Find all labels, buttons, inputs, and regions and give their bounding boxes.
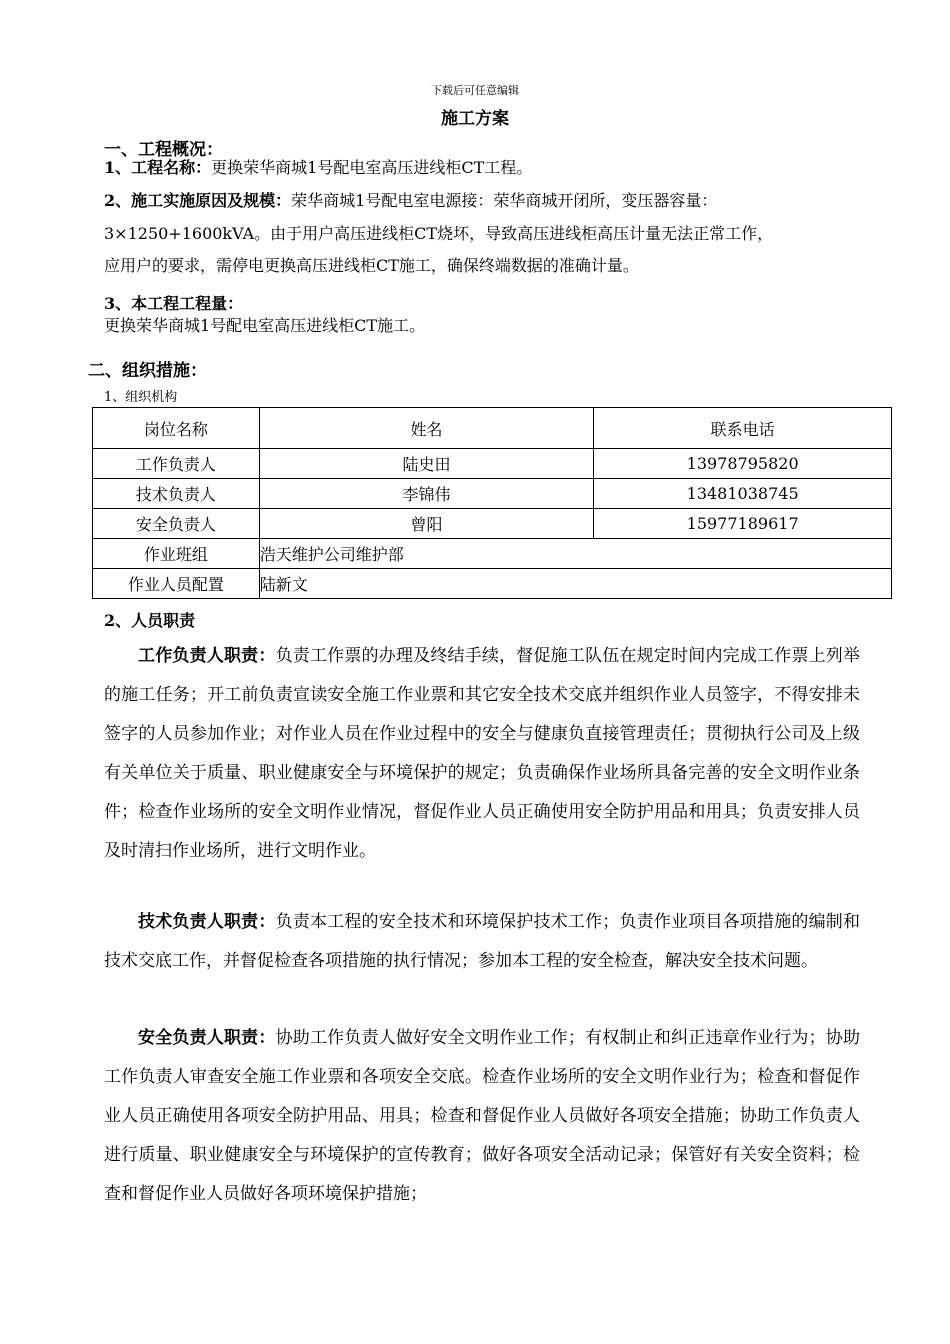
quantity-text: 更换荣华商城1号配电室高压进线柜CT施工。 (104, 316, 426, 335)
reason-text-3: 应用户的要求，需停电更换高压进线柜CT施工，确保终端数据的准确计量。 (104, 256, 639, 275)
duty-text: 负责工作票的办理及终结手续，督促施工队伍在规定时间内完成工作票上列举的施工任务；开工前负责宣读安全施工作业票和其它安全技术交底并组织作业人员签字，不得安排未签字的人员参加作业；对作业人员在作业过程中的安全与健康负直接管理责任；贯彻执行公司及上级有关单位关于质量、职业健康安全与环境保护的规定；负责确保作业场所具备完善的安全文明作业条件；检查作业场所的安全文明作业情况，督促作业人员正确使用安全防护用品和用具；负责安排人员及时清扫作业场所，进行文明作业。 (104, 646, 860, 861)
org-table (92, 407, 892, 599)
team-value-cell: 浩天维护公司维护部 (259, 539, 891, 569)
name-cell: 曾阳 (259, 509, 594, 539)
reason-text-2: 3×1250+1600kVA。由于用户高压进线柜CT烧坏，导致高压进线柜高压计量无法正常工作， (104, 224, 774, 243)
staff-label-cell: 作业人员配置 (93, 569, 260, 599)
reason-text-1: 荣华商城1号配电室电源接：荣华商城开闭所，变压器容量： (291, 191, 718, 210)
duty-lead: 工作负责人职责： (138, 646, 276, 666)
name-cell: 李锦伟 (259, 479, 594, 509)
page-title: 施工方案 (441, 109, 509, 129)
phone-cell: 15977189617 (594, 509, 892, 539)
header-role: 岗位名称 (93, 408, 260, 449)
phone-cell: 13481038745 (594, 479, 892, 509)
role-cell: 安全负责人 (93, 509, 260, 539)
header-name: 姓名 (259, 408, 594, 449)
table-row (93, 569, 892, 599)
top-note: 下载后可任意编辑 (431, 84, 519, 97)
duty-lead: 安全负责人职责： (138, 1028, 276, 1048)
team-label-cell: 作业班组 (93, 539, 260, 569)
table-row (93, 509, 892, 539)
role-cell: 技术负责人 (93, 479, 260, 509)
project-name-text: 更换荣华商城1号配电室高压进线柜CT工程。 (211, 158, 533, 177)
reason-label: 2、施工实施原因及规模： (104, 191, 292, 210)
org-structure-label: 1、组织机构 (104, 390, 178, 405)
reason-line-1 (104, 185, 717, 216)
table-row (93, 449, 892, 479)
duty-lead: 技术负责人职责： (138, 912, 276, 932)
table-header-row (93, 408, 892, 449)
section1-heading: 一、工程概况： (104, 140, 223, 160)
duty-paragraph-tech-lead (104, 903, 860, 981)
table-row (93, 479, 892, 509)
name-cell: 陆史田 (259, 449, 594, 479)
duty-text: 负责本工程的安全技术和环境保护技术工作；负责作业项目各项措施的编制和技术交底工作，并督促检查各项措施的执行情况；参加本工程的安全检查，解决安全技术问题。 (104, 912, 860, 971)
phone-cell: 13978795820 (594, 449, 892, 479)
table-row (93, 539, 892, 569)
header-phone: 联系电话 (594, 408, 892, 449)
duties-label: 2、人员职责 (104, 611, 196, 630)
duty-paragraph-safety-lead (104, 1019, 860, 1214)
project-name-label: 1、工程名称： (104, 158, 212, 177)
staff-value-cell: 陆新文 (259, 569, 891, 599)
duty-paragraph-work-lead (104, 637, 860, 871)
duty-text: 协助工作负责人做好安全文明作业工作；有权制止和纠正违章作业行为；协助工作负责人审查安全施工作业票和各项安全交底。检查作业场所的安全文明作业行为；检查和督促作业人员正确使用各项安全防护用品、用具；检查和督促作业人员做好各项安全措施；协助工作负责人进行质量、职业健康安全与环境保护的宣传教育；做好各项安全活动记录；保管好有关安全资料；检查和督促作业人员做好各项环境保护措施； (104, 1028, 860, 1204)
section2-heading: 二、组织措施： (88, 361, 207, 381)
quantity-label: 3、本工程工程量： (104, 294, 244, 313)
role-cell: 工作负责人 (93, 449, 260, 479)
project-name-line (104, 152, 532, 183)
